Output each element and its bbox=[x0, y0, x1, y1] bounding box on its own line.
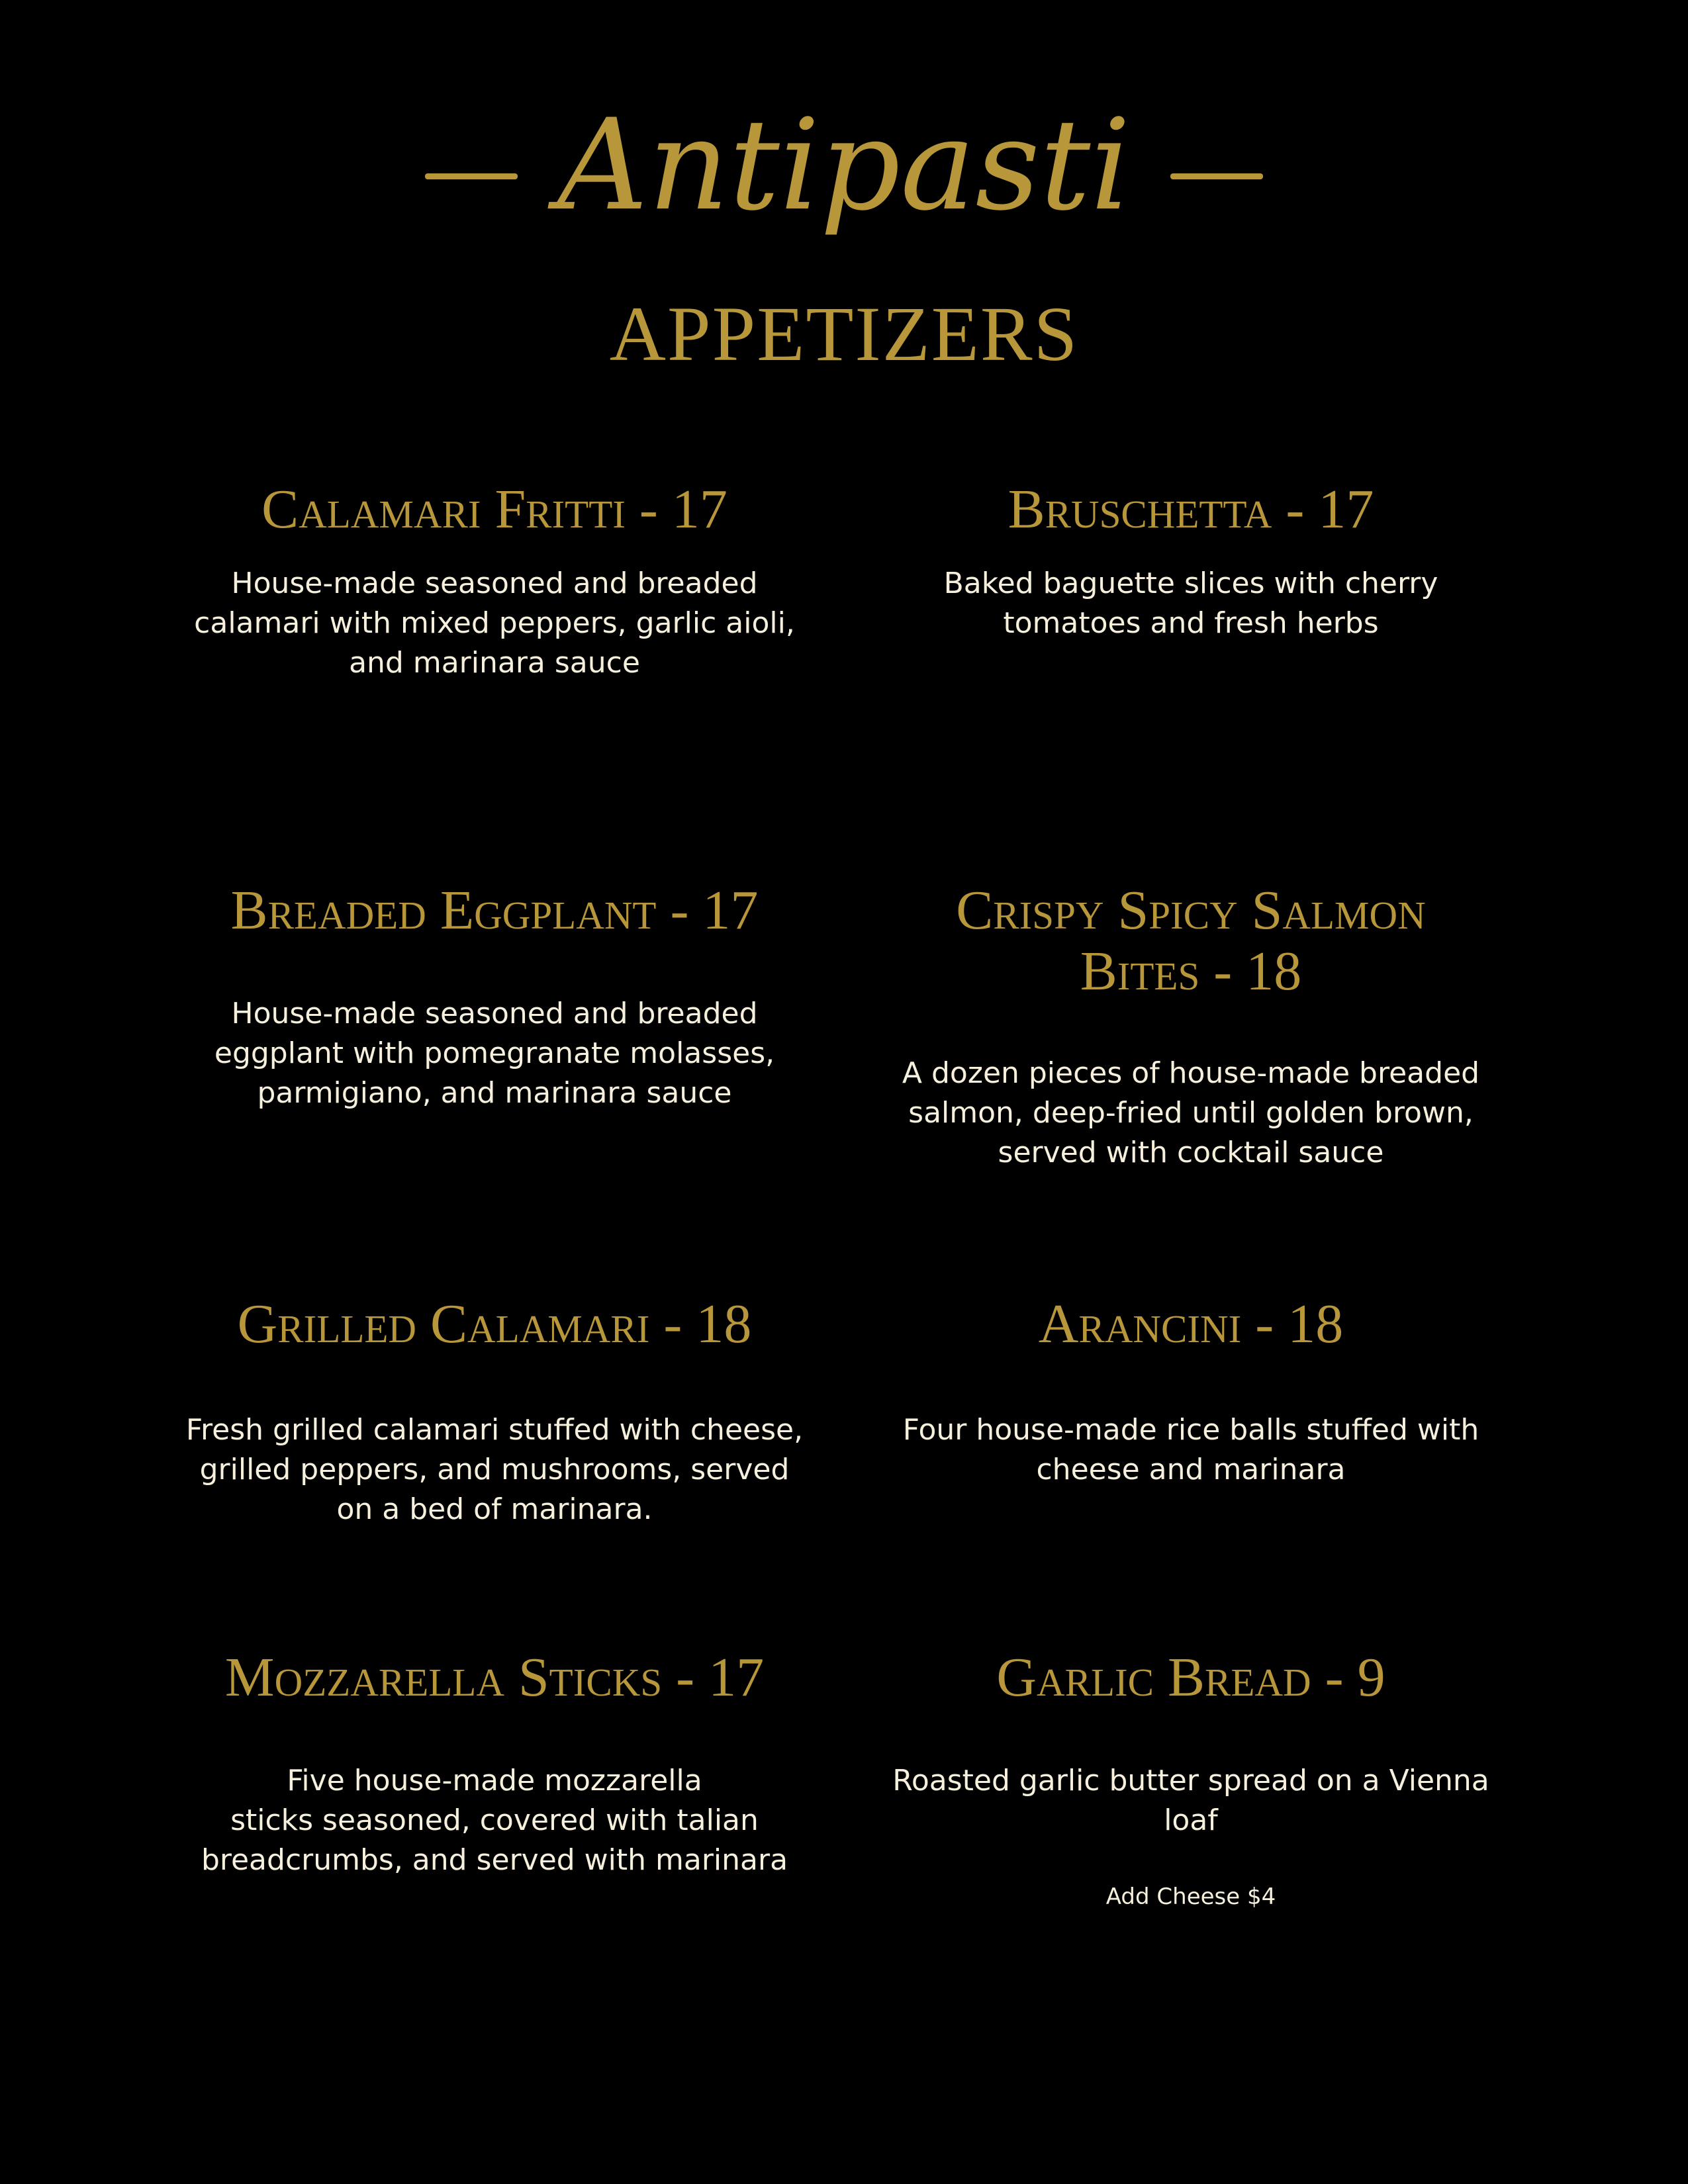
item-description bbox=[164, 994, 825, 1113]
script-title-text: Antipasti bbox=[557, 92, 1131, 238]
item-title: Grilled Calamari - 18 bbox=[237, 1293, 752, 1355]
add-cheese-note: Add Cheese $4 bbox=[1105, 1884, 1276, 1910]
item-description bbox=[860, 1054, 1522, 1173]
item-title: Calamari Fritti - 17 bbox=[261, 478, 727, 540]
item-description bbox=[860, 1761, 1522, 1841]
item-description bbox=[164, 1410, 825, 1529]
item-description bbox=[860, 564, 1522, 643]
desc-line: eggplant with pomegranate molasses, bbox=[214, 1036, 775, 1070]
left-dash-divider bbox=[425, 173, 518, 179]
desc-line: and marinara sauce bbox=[349, 646, 640, 680]
desc-line: served with cocktail sauce bbox=[998, 1136, 1384, 1169]
item-description bbox=[164, 564, 825, 683]
title-line: Crispy Spicy Salmon bbox=[956, 880, 1426, 941]
desc-line: breadcrumbs, and served with marinara bbox=[201, 1843, 788, 1877]
right-dash-divider bbox=[1170, 173, 1263, 179]
desc-line: Fresh grilled calamari stuffed with cheese, bbox=[185, 1413, 804, 1447]
item-title: Breaded Eggplant - 17 bbox=[230, 880, 759, 941]
section-subtitle: APPETIZERS bbox=[609, 291, 1079, 377]
desc-line: Five house-made mozzarella bbox=[287, 1764, 702, 1797]
desc-line: loaf bbox=[1164, 1803, 1218, 1837]
item-description bbox=[860, 1410, 1522, 1490]
desc-line: calamari with mixed peppers, garlic aioli, bbox=[194, 606, 795, 640]
desc-line: tomatoes and fresh herbs bbox=[1003, 606, 1379, 640]
title-line: Bites - 18 bbox=[1080, 940, 1302, 1002]
item-title: Mozzarella Sticks - 17 bbox=[224, 1647, 765, 1708]
desc-line: Roasted garlic butter spread on a Vienna bbox=[892, 1764, 1489, 1797]
item-title: Bruschetta - 17 bbox=[1008, 478, 1374, 540]
desc-line: sticks seasoned, covered with talian bbox=[230, 1803, 759, 1837]
desc-line: parmigiano, and marinara sauce bbox=[257, 1076, 732, 1110]
item-description bbox=[164, 1761, 825, 1880]
desc-line: salmon, deep-fried until golden brown, bbox=[908, 1096, 1474, 1130]
item-title: Arancini - 18 bbox=[1038, 1293, 1344, 1355]
desc-line: House-made seasoned and breaded bbox=[231, 997, 758, 1030]
desc-line: Four house-made rice balls stuffed with bbox=[902, 1413, 1479, 1447]
desc-line: cheese and marinara bbox=[1036, 1453, 1346, 1486]
item-title bbox=[860, 880, 1522, 1002]
script-title bbox=[0, 79, 1688, 251]
desc-line: grilled peppers, and mushrooms, served bbox=[199, 1453, 790, 1486]
desc-line: on a bed of marinara. bbox=[336, 1492, 653, 1526]
desc-line: A dozen pieces of house-made breaded bbox=[902, 1056, 1480, 1090]
desc-line: Baked baguette slices with cherry bbox=[943, 567, 1438, 600]
desc-line: House-made seasoned and breaded bbox=[231, 567, 758, 600]
item-title: Garlic Bread - 9 bbox=[996, 1647, 1385, 1708]
